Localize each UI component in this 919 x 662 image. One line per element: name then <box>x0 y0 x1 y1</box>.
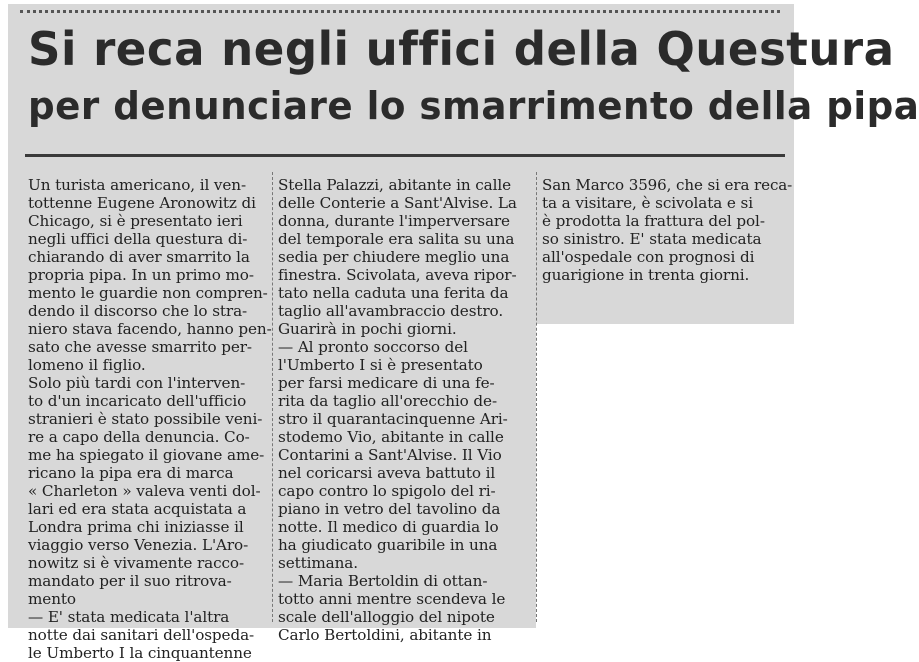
column-line: to d'un incaricato dell'ufficio <box>28 392 247 410</box>
column-line: dendo il discorso che lo stra- <box>28 302 248 320</box>
headline-subtitle: per denunciare lo smarrimento della pipa <box>28 84 919 128</box>
column-line: sedia per chiudere meglio una <box>278 248 510 266</box>
column-line: delle Conterie a Sant'Alvise. La <box>278 194 517 212</box>
column-line: l'Umberto I si è presentato <box>278 356 483 374</box>
column-line: « Charleton » valeva venti dol- <box>28 482 261 500</box>
column-line: Carlo Bertoldini, abitante in <box>278 626 492 644</box>
dotted-top-rule <box>20 10 780 17</box>
column-line: — Maria Bertoldin di ottan- <box>278 572 488 590</box>
headline-rule <box>25 154 785 157</box>
column-line: lomeno il figlio. <box>28 356 146 374</box>
column-line: stodemo Vio, abitante in calle <box>278 428 504 446</box>
column-line: Solo più tardi con l'interven- <box>28 374 246 392</box>
column-line: rita da taglio all'orecchio de- <box>278 392 497 410</box>
column-line: finestra. Scivolata, aveva ripor- <box>278 266 517 284</box>
column-line: le Umberto I la cinquantenne <box>28 644 252 662</box>
column-line: so sinistro. E' stata medicata <box>542 230 762 248</box>
column-line: ricano la pipa era di marca <box>28 464 234 482</box>
column-line: notte dai sanitari dell'ospeda- <box>28 626 255 644</box>
column-line: per farsi medicare di una fe- <box>278 374 495 392</box>
column-line: totto anni mentre scendeva le <box>278 590 506 608</box>
column-line: chiarando di aver smarrito la <box>28 248 250 266</box>
column-line: tato nella caduta una ferita da <box>278 284 509 302</box>
column-line: donna, durante l'imperversare <box>278 212 510 230</box>
column-line: del temporale era salita su una <box>278 230 515 248</box>
column-line: notte. Il medico di guardia lo <box>278 518 499 536</box>
column-line: me ha spiegato il giovane ame- <box>28 446 265 464</box>
column-line: sato che avesse smarrito per- <box>28 338 252 356</box>
article-column-3 <box>542 176 792 284</box>
column-line: San Marco 3596, che si era reca- <box>542 176 793 194</box>
column-line: stro il quarantacinquenne Ari- <box>278 410 508 428</box>
column-line: Un turista americano, il ven- <box>28 176 247 194</box>
column-line: capo contro lo spigolo del ri- <box>278 482 496 500</box>
column-line: nowitz si è vivamente racco- <box>28 554 244 572</box>
column-line: scale dell'alloggio del nipote <box>278 608 495 626</box>
column-line: — E' stata medicata l'altra <box>28 608 230 626</box>
column-line: tottenne Eugene Aronowitz di <box>28 194 256 212</box>
column-line: ta a visitare, è scivolata e si <box>542 194 753 212</box>
column-line: — Al pronto soccorso del <box>278 338 468 356</box>
column-line: è prodotta la frattura del pol- <box>542 212 765 230</box>
column-line: Chicago, si è presentato ieri <box>28 212 243 230</box>
column-line: settimana. <box>278 554 358 572</box>
column-line: Guarirà in pochi giorni. <box>278 320 457 338</box>
column-line: piano in vetro del tavolino da <box>278 500 501 518</box>
column-line: viaggio verso Venezia. L'Aro- <box>28 536 249 554</box>
column-line: propria pipa. In un primo mo- <box>28 266 254 284</box>
column-divider <box>536 172 537 622</box>
column-line: ha giudicato guaribile in una <box>278 536 498 554</box>
column-line: taglio all'avambraccio destro. <box>278 302 504 320</box>
column-line: mento le guardie non compren- <box>28 284 268 302</box>
column-line: Londra prima chi iniziasse il <box>28 518 244 536</box>
column-line: Contarini a Sant'Alvise. Il Vio <box>278 446 502 464</box>
column-line: Stella Palazzi, abitante in calle <box>278 176 512 194</box>
column-line: negli uffici della questura di- <box>28 230 248 248</box>
column-line: nel coricarsi aveva battuto il <box>278 464 496 482</box>
column-line: all'ospedale con prognosi di <box>542 248 755 266</box>
column-line: niero stava facendo, hanno pen- <box>28 320 272 338</box>
column-line: mento <box>28 590 76 608</box>
column-line: re a capo della denuncia. Co- <box>28 428 250 446</box>
column-line: mandato per il suo ritrova- <box>28 572 232 590</box>
headline-title: Si reca negli uffici della Questura <box>28 22 895 76</box>
column-line: lari ed era stata acquistata a <box>28 500 247 518</box>
column-line: stranieri è stato possibile veni- <box>28 410 263 428</box>
column-line: guarigione in trenta giorni. <box>542 266 750 284</box>
article-column-2 <box>278 176 532 644</box>
article-column-1 <box>28 176 274 662</box>
